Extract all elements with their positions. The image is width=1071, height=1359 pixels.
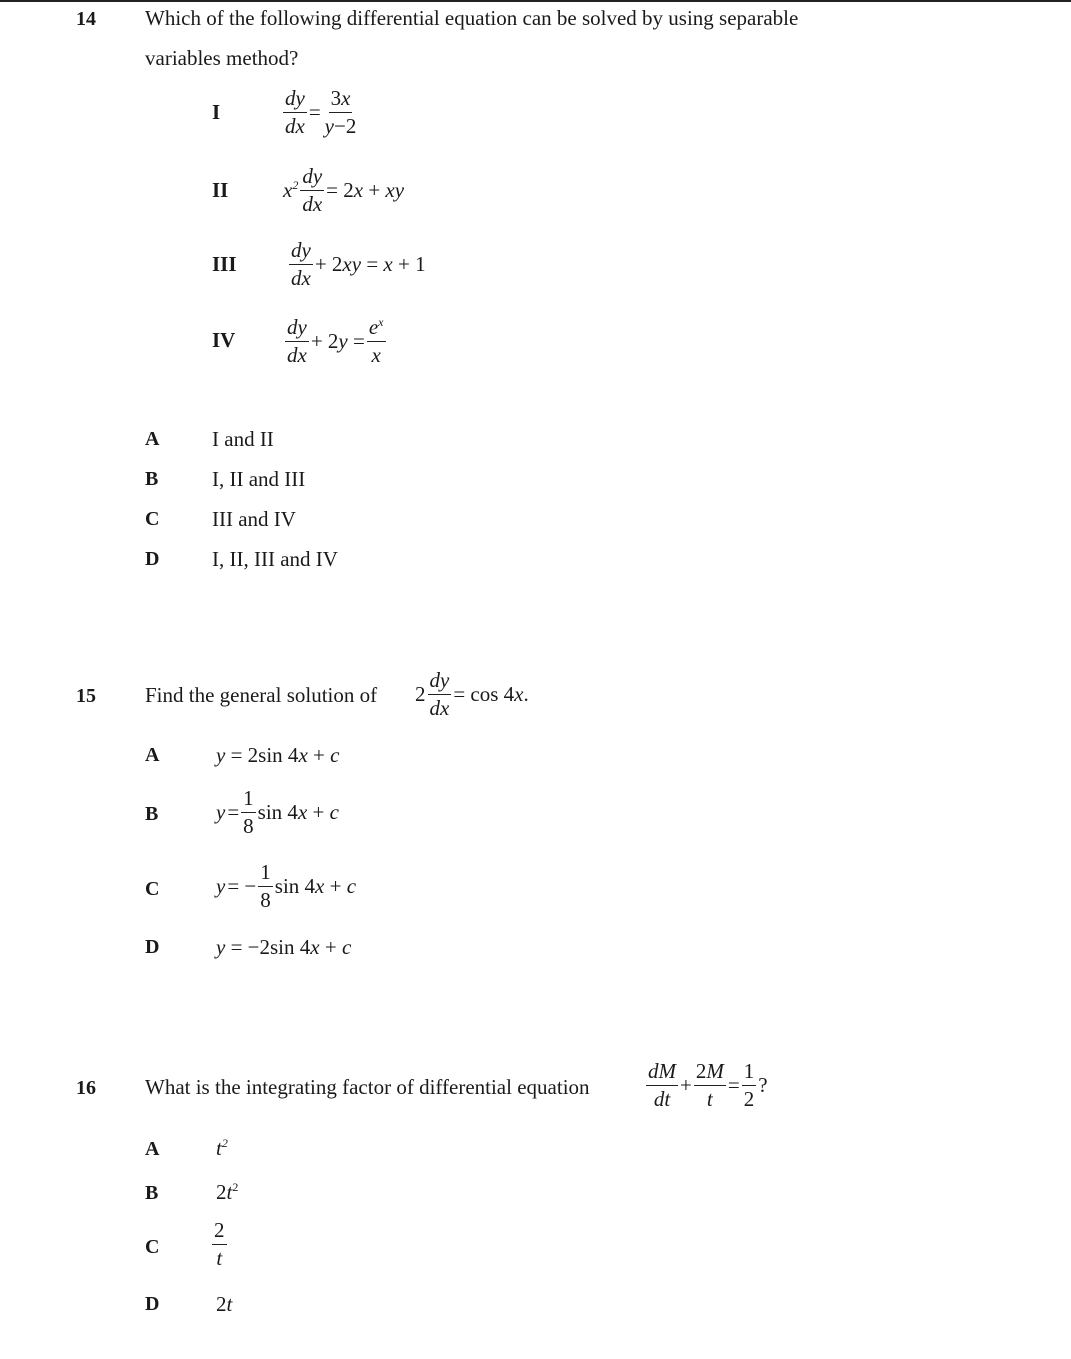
option-text: $\frac{2}{t}$ — [214, 1218, 225, 1270]
option-letter: A — [145, 1138, 160, 1160]
statement-label: II — [212, 178, 229, 202]
statement-label: IV — [212, 328, 236, 352]
option-letter: C — [145, 1236, 160, 1258]
question-number: 16 — [76, 1077, 96, 1099]
statement-equation: $\frac{dy}{dx}$ + 2xy = x + 1 — [291, 238, 426, 290]
option-text: I and II — [212, 427, 274, 451]
option-letter: D — [145, 936, 160, 958]
question-equation: $\frac{dM}{dt}$ + $\frac{2M}{t}$ = $\frac{1}{2}$ ? — [648, 1059, 768, 1111]
question-number: 15 — [76, 685, 96, 707]
question-equation: 2 $\frac{dy}{dx}$ = cos 4x. — [415, 668, 529, 720]
question-stem: Find the general solution of — [145, 683, 378, 707]
option-text: 2t — [216, 1292, 233, 1316]
option-letter: D — [145, 1293, 160, 1315]
option-letter: A — [145, 428, 160, 450]
statement-label: I — [212, 100, 221, 124]
option-text: y = −2sin 4x + c — [216, 935, 352, 959]
option-text: $2t^2$ — [216, 1180, 239, 1204]
option-text: y = $\frac{1}{8}$ sin 4x + c — [216, 786, 339, 838]
question-stem: What is the integrating factor of differential equation — [145, 1075, 590, 1099]
option-letter: D — [145, 548, 160, 570]
option-text: III and IV — [212, 507, 296, 531]
option-letter: B — [145, 1182, 159, 1204]
top-rule — [0, 0, 1071, 2]
option-text: y = − $\frac{1}{8}$ sin 4x + c — [216, 860, 357, 912]
statement-equation: $\frac{dy}{dx}$ + 2y = $\frac{e^x}{x}$ — [287, 314, 384, 367]
question-number: 14 — [76, 8, 96, 30]
statement-equation: $x^2$ $\frac{dy}{dx}$ = 2x + xy — [283, 164, 405, 216]
statement-label: III — [212, 252, 237, 276]
question-stem: Which of the following differential equation can be solved by using separable — [145, 6, 799, 30]
statement-equation: $\frac{dy}{dx}$ = $\frac{3x}{y-2}$ — [285, 86, 357, 138]
option-letter: C — [145, 508, 160, 530]
option-letter: C — [145, 878, 160, 900]
option-text: I, II, III and IV — [212, 547, 338, 571]
option-text: $t^2$ — [216, 1136, 228, 1160]
option-text: y = 2sin 4x + c — [216, 743, 340, 767]
option-letter: A — [145, 744, 160, 766]
option-letter: B — [145, 803, 159, 825]
option-text: I, II and III — [212, 467, 306, 491]
question-stem: variables method? — [145, 46, 299, 70]
option-letter: B — [145, 468, 159, 490]
